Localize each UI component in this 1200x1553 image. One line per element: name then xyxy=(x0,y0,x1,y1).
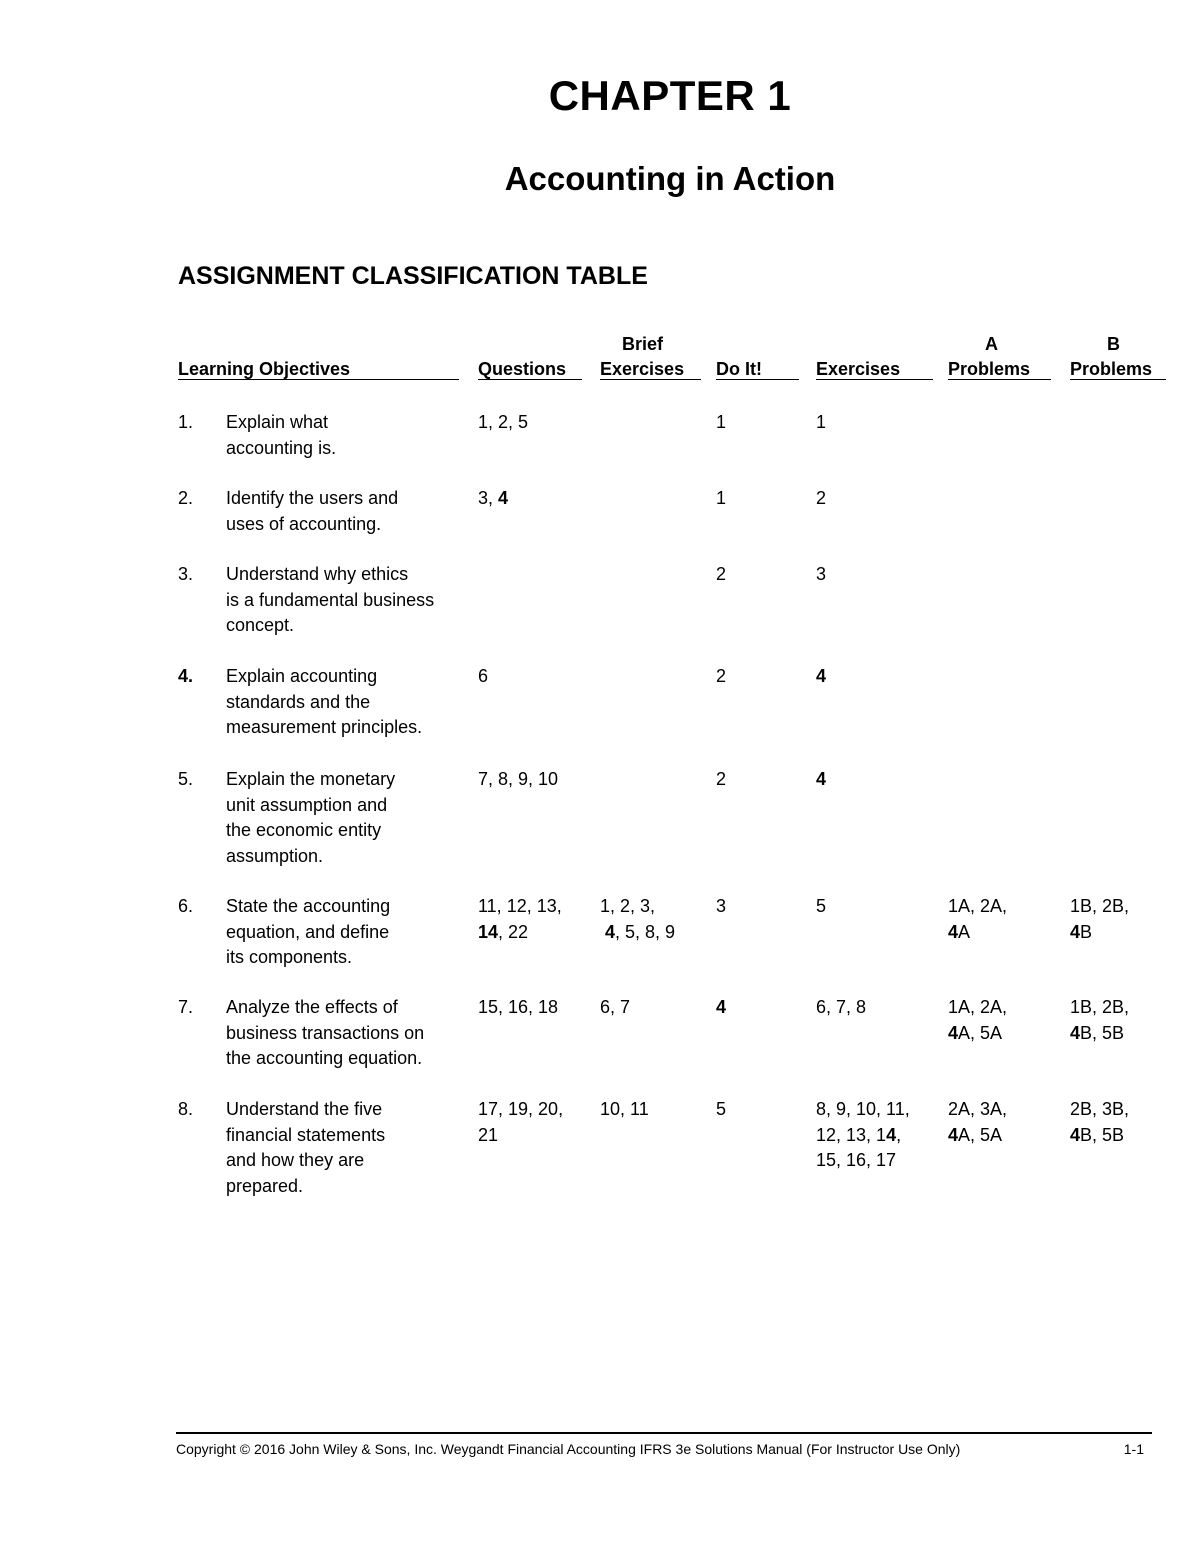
b-value: 4 xyxy=(1070,1022,1081,1043)
brief-value: 4 xyxy=(605,921,616,942)
exercises-cell-line xyxy=(816,486,826,512)
a-value: 2A, 3A, xyxy=(948,1099,1008,1119)
questions-cell-line xyxy=(478,767,558,793)
header-rule xyxy=(178,379,459,380)
a-value: 4 xyxy=(948,921,959,942)
doit-value: 2 xyxy=(716,666,727,686)
questions-value: 6 xyxy=(478,666,489,686)
a-cell-line xyxy=(948,920,970,946)
header-rule xyxy=(716,379,799,380)
objective-text-line: Analyze the effects of xyxy=(226,997,398,1017)
brief-value: 6, 7 xyxy=(600,997,631,1017)
exercises-cell-line xyxy=(816,562,826,588)
exercises-cell-line xyxy=(816,1148,896,1174)
a-cell-line xyxy=(948,995,1007,1021)
header-brief-top: Brief xyxy=(622,334,664,354)
brief-value: 1, 2, 3, xyxy=(600,896,656,916)
a-value: 4 xyxy=(948,1022,959,1043)
a-value: 1A, 2A, xyxy=(948,896,1008,916)
b-cell-line xyxy=(1070,920,1092,946)
doit-cell-line xyxy=(716,562,726,588)
header-exercises: Exercises xyxy=(816,359,901,379)
footer-rule xyxy=(176,1432,1152,1434)
objective-text-line: assumption. xyxy=(226,845,324,866)
objective-text-line: the accounting equation. xyxy=(226,1048,423,1068)
exercises-cell-line xyxy=(816,995,866,1021)
exercises-cell-line xyxy=(816,664,826,690)
objective-number: 1. xyxy=(178,412,194,432)
questions-value: 17, 19, 20, xyxy=(478,1099,564,1119)
header-a-bottom: Problems xyxy=(948,359,1031,379)
brief-cell-line xyxy=(600,894,655,920)
objective-text-line: financial statements xyxy=(226,1124,386,1145)
exercises-cell-line xyxy=(816,1123,901,1149)
b-value: 1B, 2B, xyxy=(1070,997,1130,1017)
objective-number: 5. xyxy=(178,769,194,789)
questions-cell-line xyxy=(478,1097,563,1123)
objective-text-line: Understand why ethics xyxy=(226,564,409,584)
header-rule xyxy=(600,379,701,380)
questions-cell-line xyxy=(478,995,558,1021)
exercises-value: 1 xyxy=(816,412,827,432)
doit-cell-line xyxy=(716,410,726,436)
exercises-value: , xyxy=(896,1124,902,1145)
doit-cell-line xyxy=(716,767,726,793)
doit-value: 1 xyxy=(716,488,727,508)
exercises-cell-line xyxy=(816,410,826,436)
objective-text-line: Explain the monetary xyxy=(226,769,396,789)
doit-cell-line xyxy=(716,1097,726,1123)
objective-number: 3. xyxy=(178,564,194,584)
exercises-value: 12, 13, 1 xyxy=(816,1124,887,1145)
exercises-value: 5 xyxy=(816,896,827,916)
objective-text-line: accounting is. xyxy=(226,437,337,458)
objective-text-line: unit assumption and xyxy=(226,794,388,815)
questions-cell-line xyxy=(478,664,488,690)
objective-text-line: Identify the users and xyxy=(226,488,399,508)
doit-cell-line xyxy=(716,664,726,690)
doit-cell-line xyxy=(716,995,726,1021)
header-doit: Do It! xyxy=(716,359,762,379)
header-rule xyxy=(1070,379,1166,380)
b-cell-line xyxy=(1070,1021,1124,1047)
objective-text-line: equation, and define xyxy=(226,921,390,942)
header-b-top: B xyxy=(1107,334,1120,354)
doit-value: 3 xyxy=(716,896,727,916)
header-brief-bottom: Exercises xyxy=(600,359,685,379)
exercises-cell-line xyxy=(816,767,826,793)
exercises-value: 2 xyxy=(816,488,827,508)
objective-text-line: concept. xyxy=(226,615,295,635)
header-questions: Questions xyxy=(478,359,567,379)
chapter-subtitle: Accounting in Action xyxy=(504,160,836,197)
b-cell-line xyxy=(1070,995,1129,1021)
objective-text-line: Explain accounting xyxy=(226,666,378,686)
header-rule xyxy=(948,379,1051,380)
questions-value: 15, 16, 18 xyxy=(478,997,559,1017)
objective-text-line: standards and the xyxy=(226,691,371,712)
section-title: ASSIGNMENT CLASSIFICATION TABLE xyxy=(178,262,648,290)
questions-cell-line xyxy=(478,920,528,946)
chapter-title: CHAPTER 1 xyxy=(548,72,792,119)
objective-text-line: Explain what xyxy=(226,412,329,432)
doit-value: 4 xyxy=(716,997,727,1017)
footer-copyright: Copyright © 2016 John Wiley & Sons, Inc. Weygandt Financial Accounting IFRS 3e Solutions Manual (For Instructor Use Only) xyxy=(176,1441,961,1457)
b-cell-line xyxy=(1070,894,1129,920)
header-objectives: Learning Objectives xyxy=(178,359,351,379)
b-cell-line xyxy=(1070,1123,1124,1149)
brief-value: 10, 11 xyxy=(600,1099,649,1119)
brief-cell-line xyxy=(600,1097,649,1123)
b-value: B xyxy=(1080,921,1093,942)
objective-number: 6. xyxy=(178,896,194,916)
questions-cell-line xyxy=(478,486,508,512)
objective-text-line: and how they are xyxy=(226,1150,365,1170)
header-b-bottom: Problems xyxy=(1070,359,1153,379)
a-cell-line xyxy=(948,1097,1007,1123)
b-value: 4 xyxy=(1070,921,1081,942)
questions-value: 4 xyxy=(498,488,509,508)
exercises-cell-line xyxy=(816,1097,910,1123)
objective-number: 8. xyxy=(178,1099,194,1119)
page-footer xyxy=(176,1441,1152,1457)
objective-text-line: Understand the five xyxy=(226,1099,383,1119)
objective-text-line: its components. xyxy=(226,947,353,967)
exercises-value: 4 xyxy=(816,769,827,789)
doit-value: 1 xyxy=(716,412,727,432)
questions-cell-line xyxy=(478,410,528,436)
questions-value: 7, 8, 9, 10 xyxy=(478,769,559,789)
objective-text-line: business transactions on xyxy=(226,1022,425,1043)
objective-text-line: uses of accounting. xyxy=(226,513,382,534)
questions-value: 11, 12, 13, xyxy=(478,896,562,916)
b-value: B, 5B xyxy=(1080,1124,1125,1145)
objective-text-line: the economic entity xyxy=(226,820,382,840)
b-cell-line xyxy=(1070,1097,1129,1123)
questions-cell-line xyxy=(478,894,562,920)
b-value: 4 xyxy=(1070,1124,1081,1145)
a-cell-line xyxy=(948,1021,1002,1047)
questions-value: , 22 xyxy=(498,921,529,942)
doit-value: 2 xyxy=(716,564,727,584)
objective-number: 2. xyxy=(178,488,194,508)
header-a-top: A xyxy=(985,334,998,354)
a-value: A xyxy=(958,921,971,942)
a-value: A, 5A xyxy=(958,1022,1003,1043)
questions-value: 21 xyxy=(478,1124,499,1145)
questions-value: 1, 2, 5 xyxy=(478,412,529,432)
a-cell-line xyxy=(948,894,1007,920)
doit-value: 2 xyxy=(716,769,727,789)
brief-value: , 5, 8, 9 xyxy=(615,921,676,942)
objective-number: 4. xyxy=(178,666,194,686)
exercises-value: 4 xyxy=(886,1124,897,1145)
brief-cell-line xyxy=(600,920,675,946)
exercises-value: 8, 9, 10, 11, xyxy=(816,1099,910,1119)
doit-cell-line xyxy=(716,894,726,920)
exercises-value: 6, 7, 8 xyxy=(816,997,867,1017)
a-value: A, 5A xyxy=(958,1124,1003,1145)
header-rule xyxy=(478,379,582,380)
exercises-value: 4 xyxy=(816,666,827,686)
objective-number: 7. xyxy=(178,997,194,1017)
header-rule xyxy=(816,379,933,380)
b-value: 1B, 2B, xyxy=(1070,896,1130,916)
objective-text-line: is a fundamental business xyxy=(226,589,435,610)
questions-value: 3, xyxy=(478,488,499,508)
doit-value: 5 xyxy=(716,1099,727,1119)
brief-cell-line xyxy=(600,995,630,1021)
exercises-value: 3 xyxy=(816,564,827,584)
objective-text-line: prepared. xyxy=(226,1175,304,1196)
a-value: 4 xyxy=(948,1124,959,1145)
exercises-cell-line xyxy=(816,894,826,920)
page-number: 1-1 xyxy=(1123,1441,1144,1457)
b-value: B, 5B xyxy=(1080,1022,1125,1043)
a-cell-line xyxy=(948,1123,1002,1149)
a-value: 1A, 2A, xyxy=(948,997,1008,1017)
questions-cell-line xyxy=(478,1123,498,1149)
objective-text-line: State the accounting xyxy=(226,896,391,916)
doit-cell-line xyxy=(716,486,726,512)
b-value: 2B, 3B, xyxy=(1070,1099,1130,1119)
objective-text-line: measurement principles. xyxy=(226,717,423,737)
questions-value: 14 xyxy=(478,921,499,942)
exercises-value: 15, 16, 17 xyxy=(816,1150,897,1170)
